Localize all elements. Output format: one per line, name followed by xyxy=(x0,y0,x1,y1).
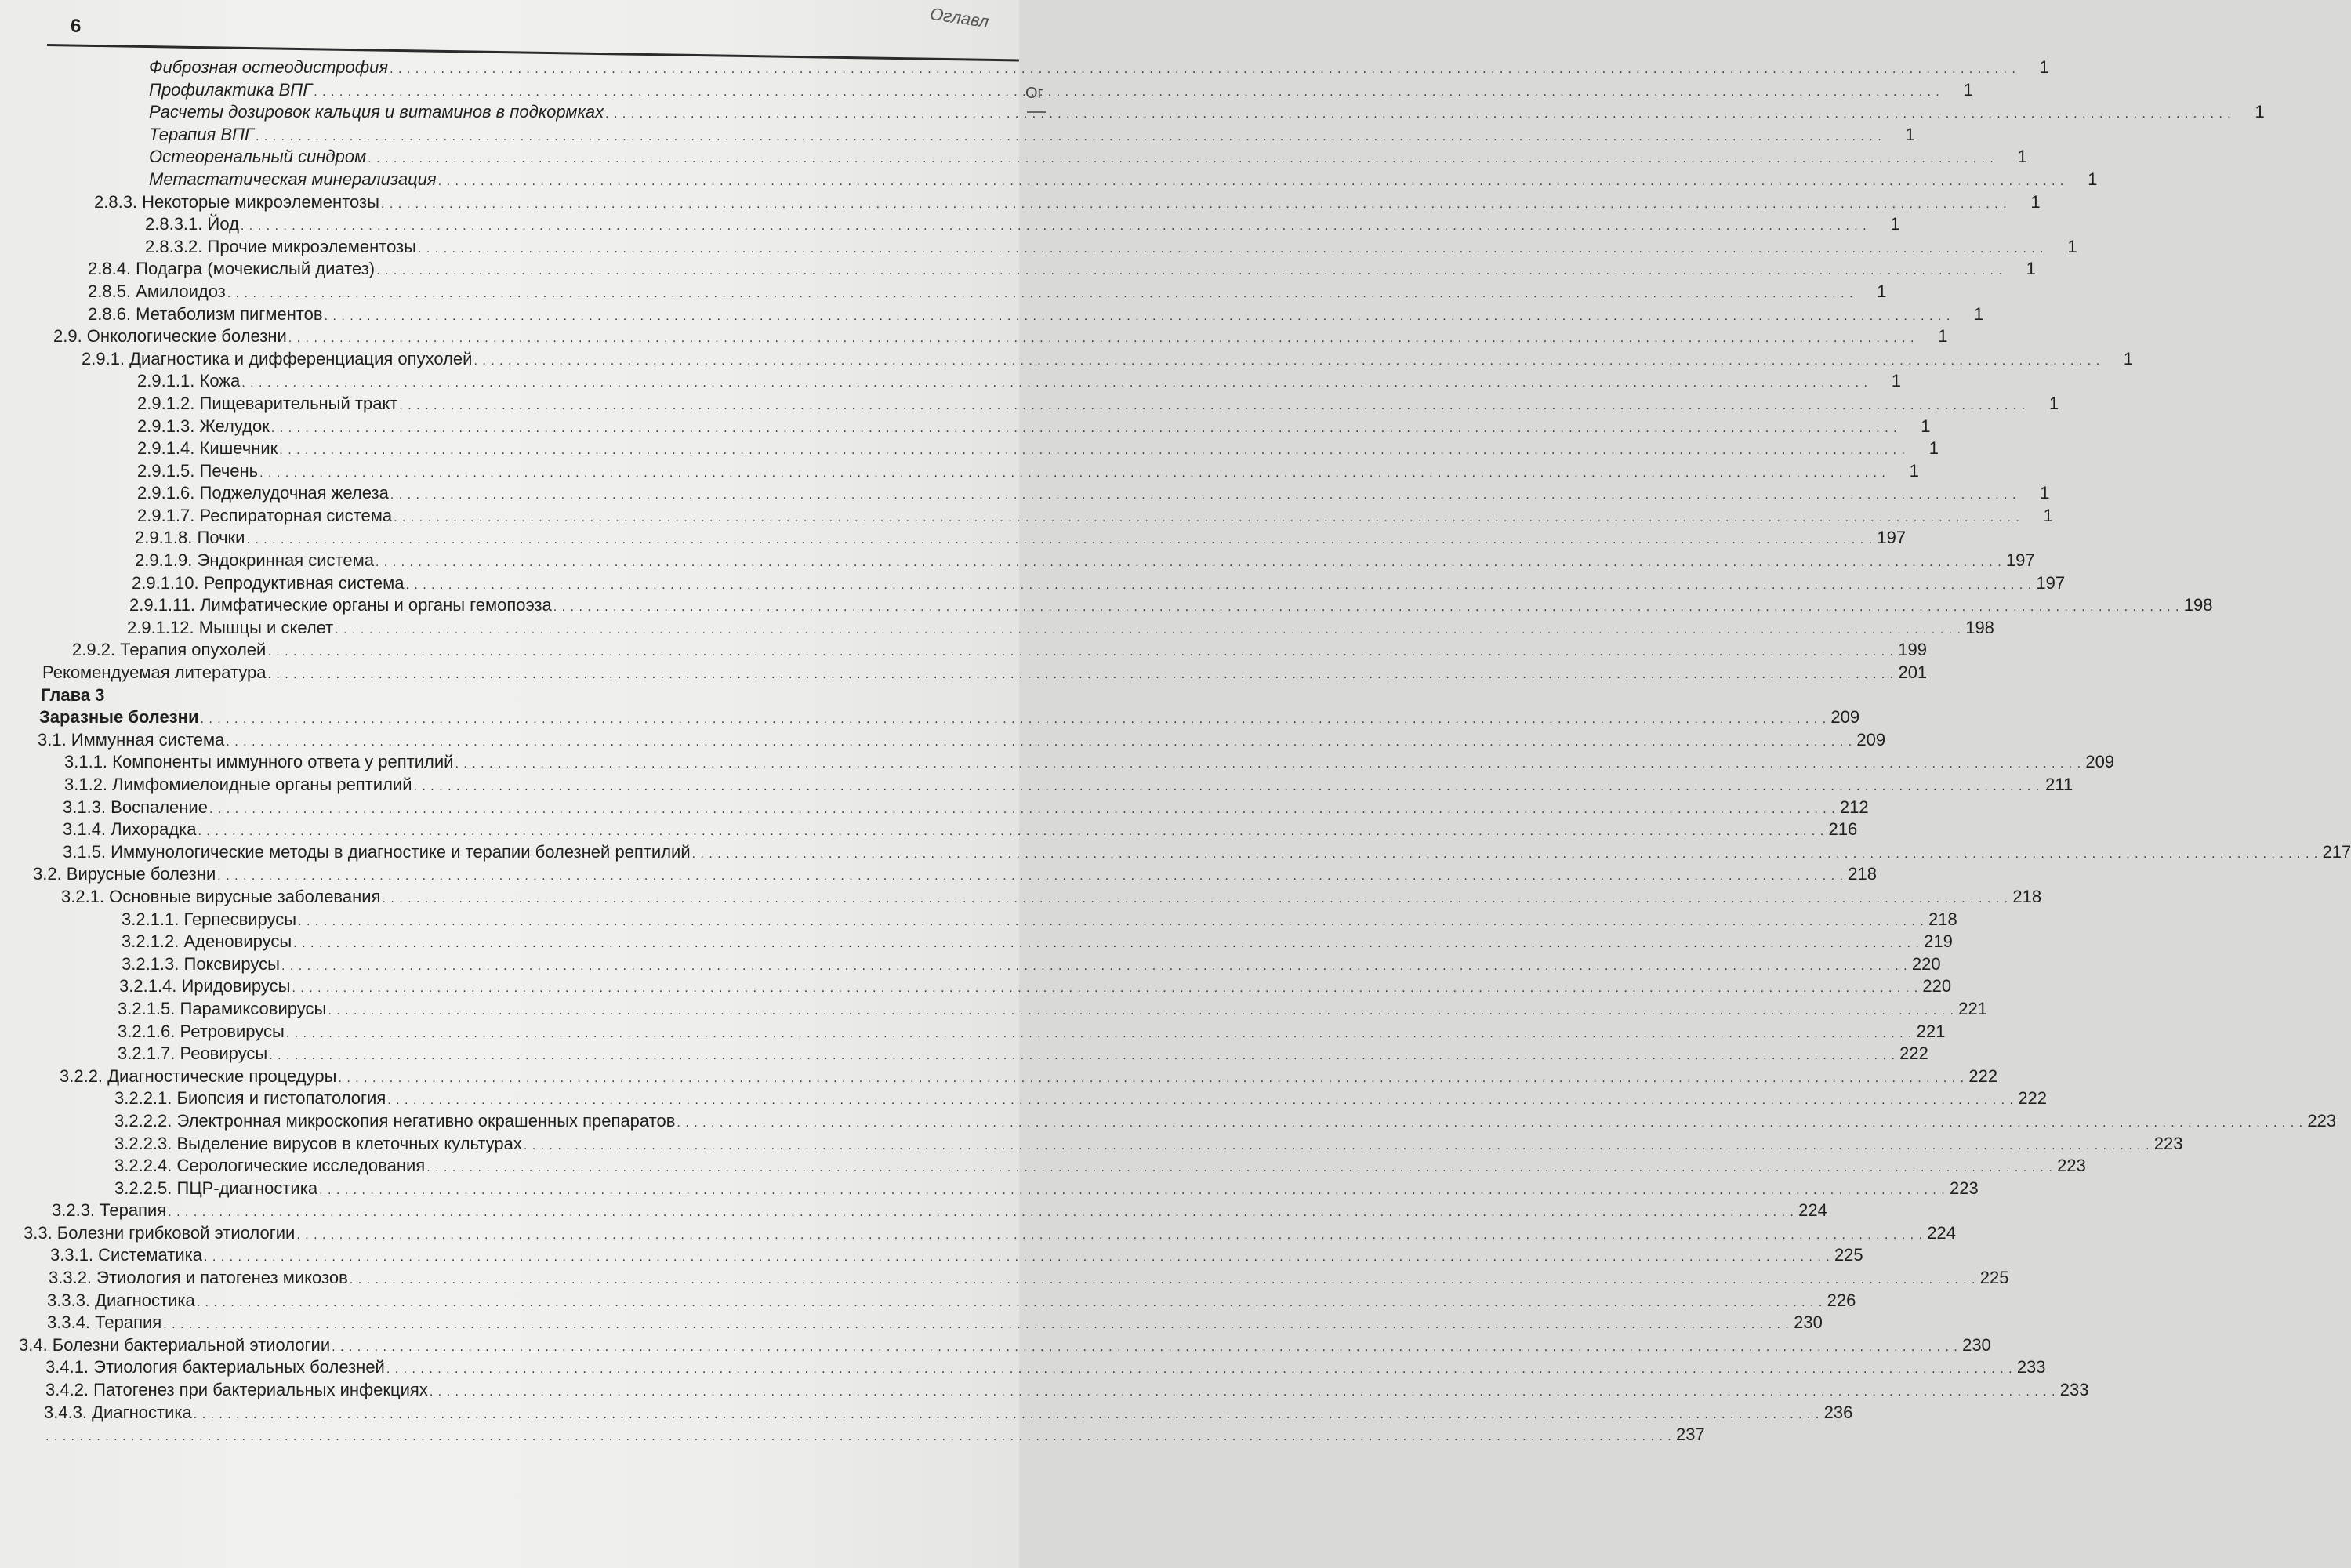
dot-leader xyxy=(241,372,1868,394)
toc-entry-page: 201 xyxy=(1898,662,1928,683)
toc-entry xyxy=(0,1244,1863,1267)
toc-entry-title: 3.2.2.3. Выделение вирусов в клеточных культурах xyxy=(114,1133,522,1153)
toc-entry xyxy=(0,594,2213,617)
toc-entry xyxy=(0,1290,1856,1312)
toc-entry-title: 2.9.1.2. Пищеварительный тракт xyxy=(137,393,398,413)
toc-entry xyxy=(0,639,1927,662)
toc-entry-title: Остеоренальный синдром xyxy=(149,147,367,167)
toc-entry xyxy=(0,460,1919,483)
toc-entry-page: 1 xyxy=(2043,505,2053,525)
toc-entry xyxy=(0,505,2053,528)
dot-leader xyxy=(418,238,2044,260)
toc-entry-title: 3.2.1.2. Аденовирусы xyxy=(122,931,292,952)
toc-entry-page: 1 xyxy=(2039,57,2049,77)
toc-entry-title: 3.4. Болезни бактериальной этиологии xyxy=(19,1334,331,1355)
toc-entry xyxy=(0,303,1984,326)
toc-entry-page: 1 xyxy=(1928,438,1939,459)
toc-entry-title: 2.8.6. Метаболизм пигментов xyxy=(88,303,323,324)
toc-entry-page: 199 xyxy=(1898,640,1927,660)
toc-entry-page: 1 xyxy=(1905,124,1915,144)
toc-entry xyxy=(0,1424,1705,1446)
dot-leader xyxy=(382,888,2008,910)
toc-entry xyxy=(0,56,2049,79)
dot-leader xyxy=(335,619,1961,641)
toc-entry-title: 2.9. Онкологические болезни xyxy=(53,326,287,347)
toc-entry-title: 3.3.4. Терапия xyxy=(47,1312,162,1333)
dot-leader xyxy=(692,844,2319,866)
toc-entry xyxy=(0,1133,2183,1156)
toc-entry xyxy=(0,1087,2047,1110)
toc-entry-title: 2.8.3. Некоторые микроэлементозы xyxy=(94,191,379,212)
toc-entry-title: 3.2.1.1. Герпесвирусы xyxy=(122,909,297,929)
toc-entry-title: Заразные болезни xyxy=(39,707,199,728)
toc-entry-title: 2.9.1.1. Кожа xyxy=(137,371,241,391)
toc-entry xyxy=(0,416,1931,438)
toc-entry xyxy=(0,797,1869,819)
dot-leader xyxy=(524,1135,2150,1157)
dot-leader xyxy=(296,1225,1923,1247)
toc-entry-page: 233 xyxy=(2059,1380,2089,1400)
dot-leader xyxy=(455,753,2081,775)
dot-leader xyxy=(163,1314,1790,1336)
dot-leader xyxy=(390,485,2017,506)
toc-entry-page: 1 xyxy=(2255,102,2265,122)
toc-entry xyxy=(0,281,1887,303)
toc-entry-title: 3.3.2. Этиология и патогенез микозов xyxy=(49,1268,348,1288)
toc-entry-title: 3.1.3. Воспаление xyxy=(63,797,208,817)
toc-entry-page: 1 xyxy=(1891,371,1901,391)
toc-entry xyxy=(0,931,1953,953)
toc-entry-page: 237 xyxy=(1675,1425,1705,1445)
toc-entry-title: 3.1.4. Лихорадка xyxy=(63,819,197,840)
toc-entry xyxy=(0,124,1915,147)
dot-leader xyxy=(286,1023,1913,1045)
toc-entry-title: Расчеты дозировок кальция и витаминов в подкормках xyxy=(149,102,604,122)
dot-leader xyxy=(200,709,1827,731)
toc-entry xyxy=(0,1021,1946,1044)
toc-entry-title: 3.4.1. Этиология бактериальных болезней xyxy=(45,1357,385,1377)
toc-entry-title: 3.2.1. Основные вирусные заболевания xyxy=(61,886,381,906)
toc-entry-title: Рекомендуемая литература xyxy=(42,662,267,683)
toc-entry xyxy=(0,258,2036,281)
toc-entry xyxy=(0,1043,1928,1065)
toc-entry-page: 198 xyxy=(2183,595,2213,615)
toc-entry-title: 3.2.2.1. Биопсия и гистопатология xyxy=(114,1088,386,1109)
table-of-contents xyxy=(0,56,2351,1446)
toc-entry-page: 225 xyxy=(1834,1245,1863,1265)
toc-entry xyxy=(0,706,1860,729)
toc-entry-title: 2.9.1.8. Почки xyxy=(135,528,245,548)
toc-entry-page: 1 xyxy=(2017,147,2027,167)
toc-entry-page: 222 xyxy=(1968,1065,1998,1086)
toc-entry xyxy=(0,1379,2089,1402)
toc-entry xyxy=(0,909,1957,931)
dot-leader xyxy=(387,1090,2014,1112)
toc-entry-title: 3.1.5. Иммунологические методы в диагностике и терапии болезней рептилий xyxy=(63,841,691,862)
toc-entry xyxy=(0,1312,1823,1334)
toc-entry-title: 3.1. Иммунная система xyxy=(38,729,225,750)
toc-entry xyxy=(0,751,2115,774)
toc-entry-title: 3.2.2.5. ПЦР-диагностика xyxy=(114,1178,318,1198)
toc-entry-title: 2.9.1.11. Лимфатические органы и органы гемопоэза xyxy=(129,595,552,615)
toc-entry-title: Профилактика ВПГ xyxy=(149,79,313,100)
toc-entry xyxy=(0,79,1973,102)
toc-entry xyxy=(0,684,1046,707)
toc-entry-title: 3.2.3. Терапия xyxy=(52,1200,167,1221)
toc-entry xyxy=(0,1334,1991,1357)
dot-leader xyxy=(246,529,1873,551)
dot-leader xyxy=(376,552,2002,574)
toc-entry-title: 2.9.1.6. Поджелудочная железа xyxy=(137,483,389,503)
toc-entry-page: 219 xyxy=(1924,931,1953,952)
dot-leader xyxy=(268,664,1895,686)
dot-leader xyxy=(473,350,2100,372)
dot-leader xyxy=(376,260,2003,282)
dot-leader xyxy=(168,1202,1794,1224)
toc-entry xyxy=(0,437,1939,460)
toc-entry-title: 3.4.3. Диагностика xyxy=(44,1402,192,1422)
toc-entry-title: 3.2. Вирусные болезни xyxy=(33,864,216,884)
dot-leader xyxy=(194,1404,1820,1426)
toc-entry-page: 1 xyxy=(1877,281,1887,301)
toc-entry xyxy=(0,818,1858,841)
toc-entry-page: 197 xyxy=(2005,550,2035,571)
toc-entry-page: 209 xyxy=(1856,729,1886,750)
toc-entry xyxy=(0,617,1994,640)
toc-entry-page: 1 xyxy=(2026,259,2036,279)
toc-entry xyxy=(0,774,2073,797)
toc-entry-title: 2.8.3.1. Йод xyxy=(145,214,239,234)
toc-entry xyxy=(0,1200,1827,1222)
toc-entry-title: 2.9.1.3. Желудок xyxy=(137,416,270,436)
toc-entry-page: 212 xyxy=(1839,797,1869,817)
dot-leader xyxy=(399,395,2026,417)
running-head: Оглавл xyxy=(928,3,990,32)
dot-leader xyxy=(256,126,1882,148)
toc-entry-title: 2.9.1.9. Эндокринная система xyxy=(135,550,374,571)
toc-entry-page: 224 xyxy=(1798,1200,1827,1221)
dot-leader xyxy=(281,956,1908,978)
toc-entry xyxy=(0,236,2077,259)
toc-entry xyxy=(0,348,2134,371)
toc-entry-page: 220 xyxy=(1911,953,1941,974)
toc-entry-page: 222 xyxy=(2018,1088,2047,1109)
dot-leader xyxy=(677,1112,2303,1134)
toc-entry-page: 223 xyxy=(2307,1110,2337,1131)
toc-entry-page: 220 xyxy=(1922,976,1952,996)
toc-entry xyxy=(0,1065,1998,1088)
toc-entry-page: 233 xyxy=(2016,1357,2046,1377)
toc-entry-page: 1 xyxy=(2040,483,2050,503)
toc-entry-title: 3.4.2. Патогенез при бактериальных инфекциях xyxy=(45,1380,428,1400)
dot-leader xyxy=(293,933,1920,955)
toc-entry xyxy=(0,572,2066,595)
toc-entry-title: 2.9.1.5. Печень xyxy=(137,460,259,481)
toc-entry-title: 3.3. Болезни грибковой этиологии xyxy=(24,1222,296,1243)
dot-leader xyxy=(405,575,2032,597)
dot-leader xyxy=(204,1247,1830,1269)
toc-entry-title: 2.9.1. Диагностика и дифференциация опухолей xyxy=(82,348,473,368)
toc-entry-title: Фиброзная остеодистрофия xyxy=(149,57,389,77)
toc-entry-page: 209 xyxy=(2085,752,2115,772)
toc-entry-page: 223 xyxy=(2057,1156,2086,1176)
toc-entry-title: 2.8.5. Амилоидоз xyxy=(88,281,226,301)
toc-entry-page: 224 xyxy=(1927,1222,1957,1243)
toc-entry-page: 1 xyxy=(2067,236,2077,256)
toc-entry-title: 2.8.3.2. Прочие микроэлементозы xyxy=(145,236,416,256)
dot-leader xyxy=(45,1426,1672,1448)
toc-entry xyxy=(0,482,2050,505)
toc-entry xyxy=(0,1402,1853,1425)
dot-leader xyxy=(288,328,1915,350)
dot-leader xyxy=(271,418,1898,440)
toc-entry-title: 3.2.1.6. Ретровирусы xyxy=(118,1021,285,1041)
facing-page-rule xyxy=(1027,111,1046,113)
dot-leader xyxy=(381,194,2008,216)
dot-leader xyxy=(217,866,1844,887)
toc-entry-page: 198 xyxy=(1965,617,1994,637)
toc-entry-title: 3.2.2.4. Серологические исследования xyxy=(114,1156,426,1176)
toc-entry-title: 2.9.2. Терапия опухолей xyxy=(72,640,267,660)
toc-entry xyxy=(0,101,2265,124)
facing-page-fragment: Ог xyxy=(1025,85,1043,102)
toc-entry xyxy=(0,393,2059,416)
toc-entry-page: 218 xyxy=(1848,864,1877,884)
toc-entry xyxy=(0,527,1907,550)
toc-entry-page: 1 xyxy=(2088,169,2098,189)
toc-entry-page: 1 xyxy=(2048,393,2059,413)
toc-entry xyxy=(0,998,1987,1021)
toc-entry-title: 2.9.1.10. Репродуктивная система xyxy=(132,572,405,593)
toc-entry xyxy=(0,953,1941,976)
dot-leader xyxy=(314,82,1940,103)
dot-leader xyxy=(209,799,1836,821)
dot-leader xyxy=(438,171,2065,193)
dot-leader xyxy=(197,1292,1823,1314)
toc-entry xyxy=(0,325,1948,348)
toc-entry xyxy=(0,146,2027,169)
toc-entry xyxy=(0,1267,2009,1290)
toc-entry xyxy=(0,191,2041,214)
toc-entry-page: 218 xyxy=(1928,909,1957,929)
dot-leader xyxy=(328,1000,1954,1022)
dot-leader xyxy=(430,1381,2056,1403)
toc-entry xyxy=(0,1222,1957,1245)
toc-entry-page: 1 xyxy=(2030,191,2041,212)
toc-entry-page: 1 xyxy=(2123,348,2134,368)
toc-entry-page: 226 xyxy=(1827,1290,1856,1310)
toc-entry-page: 197 xyxy=(2036,572,2066,593)
toc-entry-title: 3.1.2. Лимфомиелоидные органы рептилий xyxy=(64,775,412,794)
dot-leader xyxy=(426,1157,2053,1179)
dot-leader xyxy=(368,148,1994,170)
dot-leader xyxy=(332,1337,1958,1359)
dot-leader xyxy=(414,776,2041,798)
toc-entry xyxy=(0,841,2351,864)
toc-entry-title: 3.2.1.4. Иридовирусы xyxy=(119,976,291,996)
toc-entry xyxy=(0,729,1886,752)
toc-entry-page: 1 xyxy=(1974,303,1984,324)
toc-entry-page: 197 xyxy=(1877,528,1907,548)
dot-leader xyxy=(553,597,2180,619)
dot-leader xyxy=(338,1068,1965,1090)
toc-entry-title: 3.3.3. Диагностика xyxy=(47,1290,195,1310)
toc-entry-page: 1 xyxy=(1890,214,1900,234)
toc-entry xyxy=(0,886,2042,909)
toc-entry xyxy=(0,1178,1979,1200)
toc-entry xyxy=(0,169,2098,191)
toc-entry-title: 3.2.2. Диагностические процедуры xyxy=(60,1065,337,1086)
toc-entry-page: 1 xyxy=(1938,326,1948,347)
dot-leader xyxy=(198,821,1825,843)
toc-entry-page: 218 xyxy=(2012,886,2042,906)
toc-entry-page: 222 xyxy=(1899,1044,1928,1064)
toc-entry-page: 217 xyxy=(2322,841,2351,862)
dot-leader xyxy=(319,1180,1946,1202)
toc-entry xyxy=(0,213,1900,236)
dot-leader xyxy=(226,731,1852,753)
dot-leader xyxy=(267,641,1894,663)
toc-entry-page: 223 xyxy=(1950,1178,1979,1198)
toc-entry-title: 2.8.4. Подагра (мочекислый диатез) xyxy=(88,259,376,279)
dot-leader xyxy=(259,463,1886,485)
dot-leader xyxy=(279,440,1906,462)
toc-entry-page: 211 xyxy=(2045,775,2073,794)
toc-entry xyxy=(0,370,1901,393)
toc-entry-title: 3.3.1. Систематика xyxy=(50,1245,202,1265)
toc-entry-page: 225 xyxy=(1979,1268,2009,1288)
toc-entry-page: 209 xyxy=(1830,707,1860,728)
toc-entry-title: 3.2.1.7. Реовирусы xyxy=(118,1044,268,1064)
toc-entry-page: 236 xyxy=(1823,1402,1853,1422)
toc-entry-page: 1 xyxy=(1921,416,1931,436)
toc-entry-title: 3.1.1. Компоненты иммунного ответа у рептилий xyxy=(64,752,454,772)
page-number: 6 xyxy=(71,16,82,37)
toc-entry xyxy=(0,662,1928,684)
dot-leader xyxy=(241,216,1867,238)
dot-leader xyxy=(394,507,2020,529)
toc-entry-page: 1 xyxy=(1909,460,1919,481)
toc-entry-title: 3.2.1.3. Поксвирусы xyxy=(122,953,280,974)
toc-entry-title: 2.9.1.7. Респираторная система xyxy=(137,505,393,525)
toc-entry-title: 3.2.1.5. Парамиксовирусы xyxy=(118,998,327,1018)
dot-leader xyxy=(269,1045,1896,1067)
toc-entry-title: 2.9.1.12. Мышцы и скелет xyxy=(127,617,334,637)
toc-entry-page: 230 xyxy=(1794,1312,1823,1333)
dot-leader xyxy=(386,1359,2013,1381)
dot-leader xyxy=(350,1269,1976,1291)
dot-leader xyxy=(325,306,1951,328)
toc-entry xyxy=(0,863,1877,886)
toc-entry-title: 3.2.2.2. Электронная микроскопия негативно окрашенных препаратов xyxy=(114,1110,676,1131)
toc-entry-title: Терапия ВПГ xyxy=(149,124,254,144)
toc-entry xyxy=(0,550,2035,572)
dot-leader xyxy=(227,283,1854,305)
toc-entry xyxy=(0,1356,2046,1379)
toc-entry-page: 223 xyxy=(2153,1133,2183,1153)
toc-entry xyxy=(0,975,1952,998)
dot-leader xyxy=(298,911,1925,933)
toc-entry-page: 221 xyxy=(1958,998,1987,1018)
toc-entry-page: 1 xyxy=(1963,79,1973,100)
dot-leader xyxy=(390,59,2016,81)
toc-entry xyxy=(0,1155,2086,1178)
toc-entry-page: 216 xyxy=(1828,819,1858,840)
toc-entry-title: 2.9.1.4. Кишечник xyxy=(137,438,278,459)
toc-entry xyxy=(0,1110,2337,1133)
toc-entry-title: Глава 3 xyxy=(41,684,105,705)
toc-entry-page: 221 xyxy=(1916,1021,1946,1041)
toc-entry-title: Метастатическая минерализация xyxy=(149,169,437,189)
dot-leader xyxy=(292,978,1918,1000)
toc-entry-page: 230 xyxy=(1962,1334,1991,1355)
dot-leader xyxy=(605,103,2232,125)
